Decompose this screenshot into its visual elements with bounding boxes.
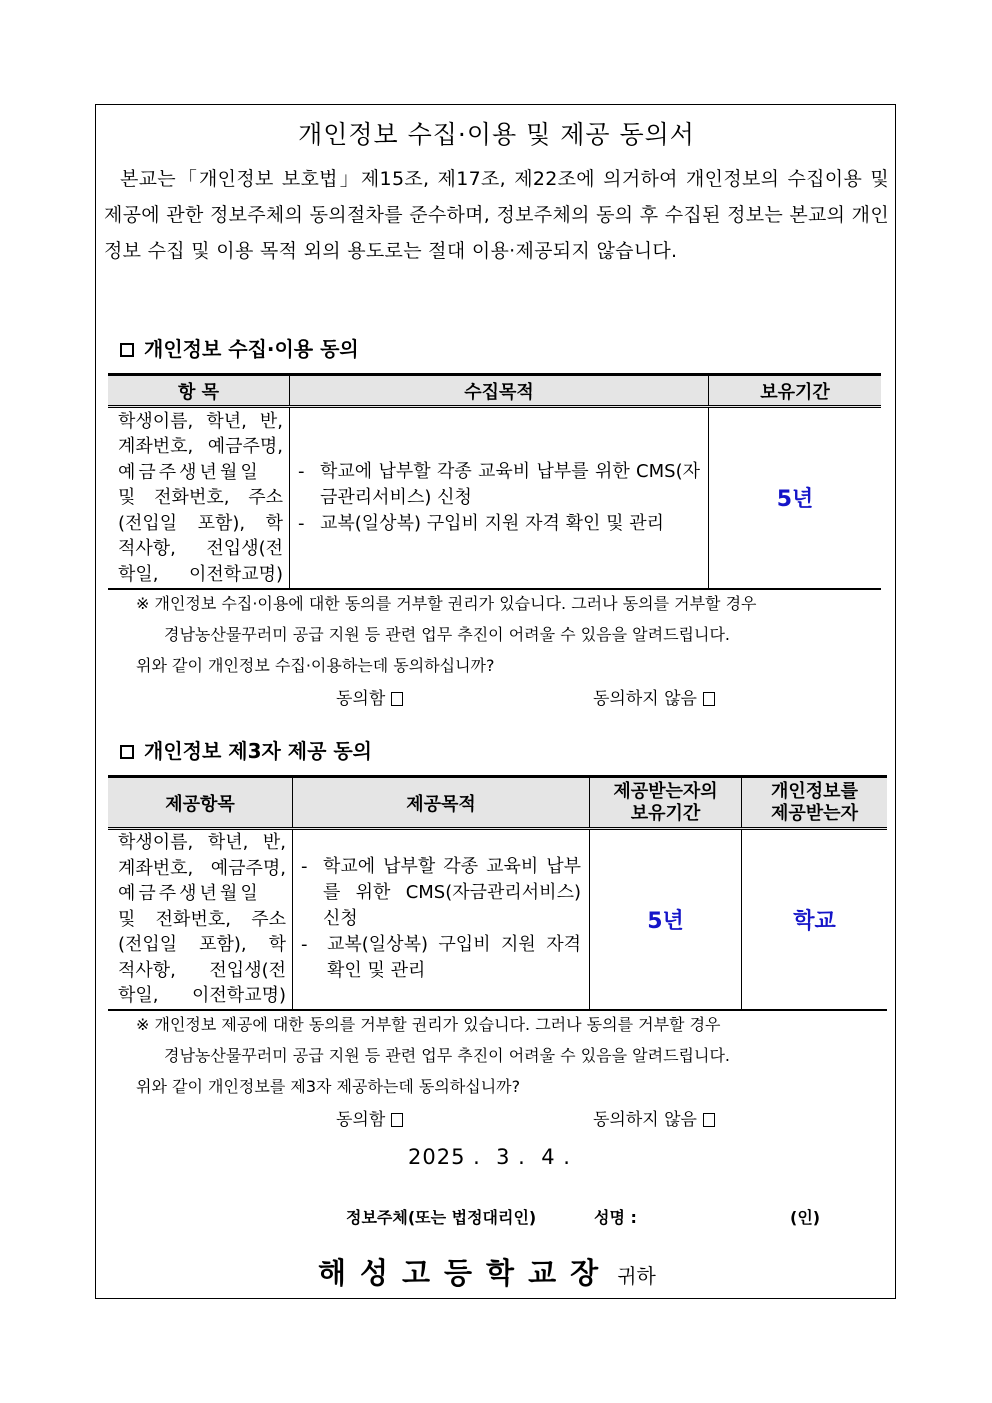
section2-heading: [120, 735, 372, 764]
purpose-item: [298, 511, 700, 537]
agree-checkbox[interactable]: [391, 1113, 403, 1127]
document-title: 개인정보 수집·이용 및 제공 동의서: [298, 120, 695, 149]
section2-note-line2: 경남농산물꾸러미 공급 지원 등 관련 업무 추진이 어려울 수 있음을 알려드립니다.: [164, 1046, 730, 1065]
header-recipient: [742, 777, 888, 829]
honorific: 귀하: [617, 1264, 656, 1288]
purpose-cell: [290, 407, 709, 589]
disagree-checkbox[interactable]: [703, 692, 715, 706]
section2-question: 위와 같이 개인정보를 제3자 제공하는데 동의하십니까?: [136, 1077, 521, 1096]
items-line: 및 전화번호, 주소: [118, 487, 283, 508]
items-line: 학생이름, 학년, 반,: [118, 832, 286, 853]
section2-note-line1: ※ 개인정보 제공에 대한 동의를 거부할 권리가 있습니다. 그러나 동의를 거부할 경우: [136, 1015, 721, 1034]
disagree-checkbox[interactable]: [703, 1113, 715, 1127]
items-cell: [108, 829, 293, 1010]
consent-form: [95, 104, 896, 1299]
header-line: 제공받는자의: [613, 780, 718, 802]
dash: -: [301, 856, 308, 878]
items-line: 계좌번호, 예금주명,: [118, 436, 283, 457]
disagree-label: 동의하지 않음: [593, 1110, 697, 1130]
retention-value: 5년: [776, 487, 814, 513]
items-line: 학일, 이전학교명): [118, 985, 286, 1006]
square-bullet-icon: [120, 343, 134, 357]
purpose-item: [301, 854, 581, 932]
purpose-text: 교복(일상복) 구입비 지원 자격 확인 및 관리: [327, 934, 581, 982]
disagree-label: 동의하지 않음: [593, 689, 697, 709]
header-retention: 보유기간: [709, 375, 882, 407]
purpose-cell: [293, 829, 590, 1010]
school-principal: 해성고등학교장: [318, 1256, 613, 1290]
items-line: 및 전화번호, 주소: [118, 908, 286, 930]
section2-agree-option[interactable]: [336, 1105, 403, 1130]
section1-question: 위와 같이 개인정보 수집·이용하는데 동의하십니까?: [136, 656, 495, 675]
purpose-item: [301, 932, 581, 984]
items-line: (전입일 포함), 학: [118, 512, 283, 534]
agree-checkbox[interactable]: [391, 692, 403, 706]
agree-label: 동의함: [336, 689, 386, 709]
name-label: 성명 :: [594, 1208, 637, 1227]
items-line: 예금주생년월일: [118, 461, 261, 483]
items-line: 적사항, 전입생(전: [118, 959, 286, 981]
purpose-text: 학교에 납부할 각종 교육비 납부를 위한 CMS(자금관리서비스) 신청: [320, 460, 700, 508]
agree-label: 동의함: [336, 1110, 386, 1130]
items-line: 학일, 이전학교명): [118, 563, 283, 585]
purpose-text: 학교에 납부할 각종 교육비 납부를 위한 CMS(자금관리서비스) 신청: [323, 856, 581, 930]
header-recipient-retention: [590, 777, 742, 829]
collection-table: [108, 373, 881, 590]
section1-heading-text: 개인정보 수집·이용 동의: [144, 337, 359, 361]
signer-label: 정보주체(또는 법정대리인): [346, 1208, 537, 1227]
dash: -: [301, 934, 308, 956]
header-line: 제공받는자: [771, 802, 858, 824]
seal-label: (인): [790, 1208, 821, 1227]
intro-text: 본교는「개인정보 보호법」제15조, 제17조, 제22조에 의거하여 개인정보의 수집이용 및 제공에 관한 정보주체의 동의절차를 준수하며, 정보주체의 동의 후 수집된 정보는 본교의 개인정보 수집 및 이용 목적 외의 용도로는 절대 이용·제공되지 않습니다.: [104, 168, 889, 262]
header-purpose: 수집목적: [290, 375, 709, 407]
section2-disagree-option[interactable]: [593, 1105, 715, 1130]
items-line: 적사항, 전입생(전: [118, 538, 283, 559]
header-line: 개인정보를: [771, 780, 858, 802]
section1-note-line1: ※ 개인정보 수집·이용에 대한 동의를 거부할 권리가 있습니다. 그러나 동의를 거부할 경우: [136, 594, 757, 613]
retention-value: 5년: [590, 829, 742, 1010]
section1-agree-option[interactable]: [336, 684, 403, 709]
header-items: 항 목: [108, 375, 290, 407]
section2-heading-text: 개인정보 제3자 제공 동의: [144, 739, 373, 763]
consent-date: 2025 . 3 . 4 .: [408, 1145, 571, 1169]
recipient-value: 학교: [793, 908, 836, 934]
provision-table: [108, 775, 887, 1011]
section1-heading: [120, 333, 359, 362]
section1-note-line2: 경남농산물꾸러미 공급 지원 등 관련 업무 추진이 어려울 수 있음을 알려드립니다.: [164, 625, 730, 644]
items-cell: [108, 407, 290, 589]
section1-disagree-option[interactable]: [593, 684, 715, 709]
items-line: 학생이름, 학년, 반,: [118, 410, 283, 432]
header-provided-items: 제공항목: [108, 777, 293, 829]
table-row: [108, 829, 887, 1010]
table-row: [108, 407, 881, 589]
purpose-item: [298, 459, 700, 511]
recipient-line: [318, 1251, 656, 1292]
header-line: 보유기간: [630, 802, 701, 824]
dash: -: [298, 512, 305, 534]
intro-paragraph: [104, 161, 889, 269]
items-line: (전입일 포함), 학: [118, 934, 286, 955]
items-line: 예금주생년월일: [118, 883, 261, 904]
dash: -: [298, 460, 305, 482]
header-provision-purpose: 제공목적: [293, 777, 590, 829]
purpose-text: 교복(일상복) 구입비 지원 자격 확인 및 관리: [320, 512, 664, 534]
items-line: 계좌번호, 예금주명,: [118, 857, 286, 879]
square-bullet-icon: [120, 745, 134, 759]
